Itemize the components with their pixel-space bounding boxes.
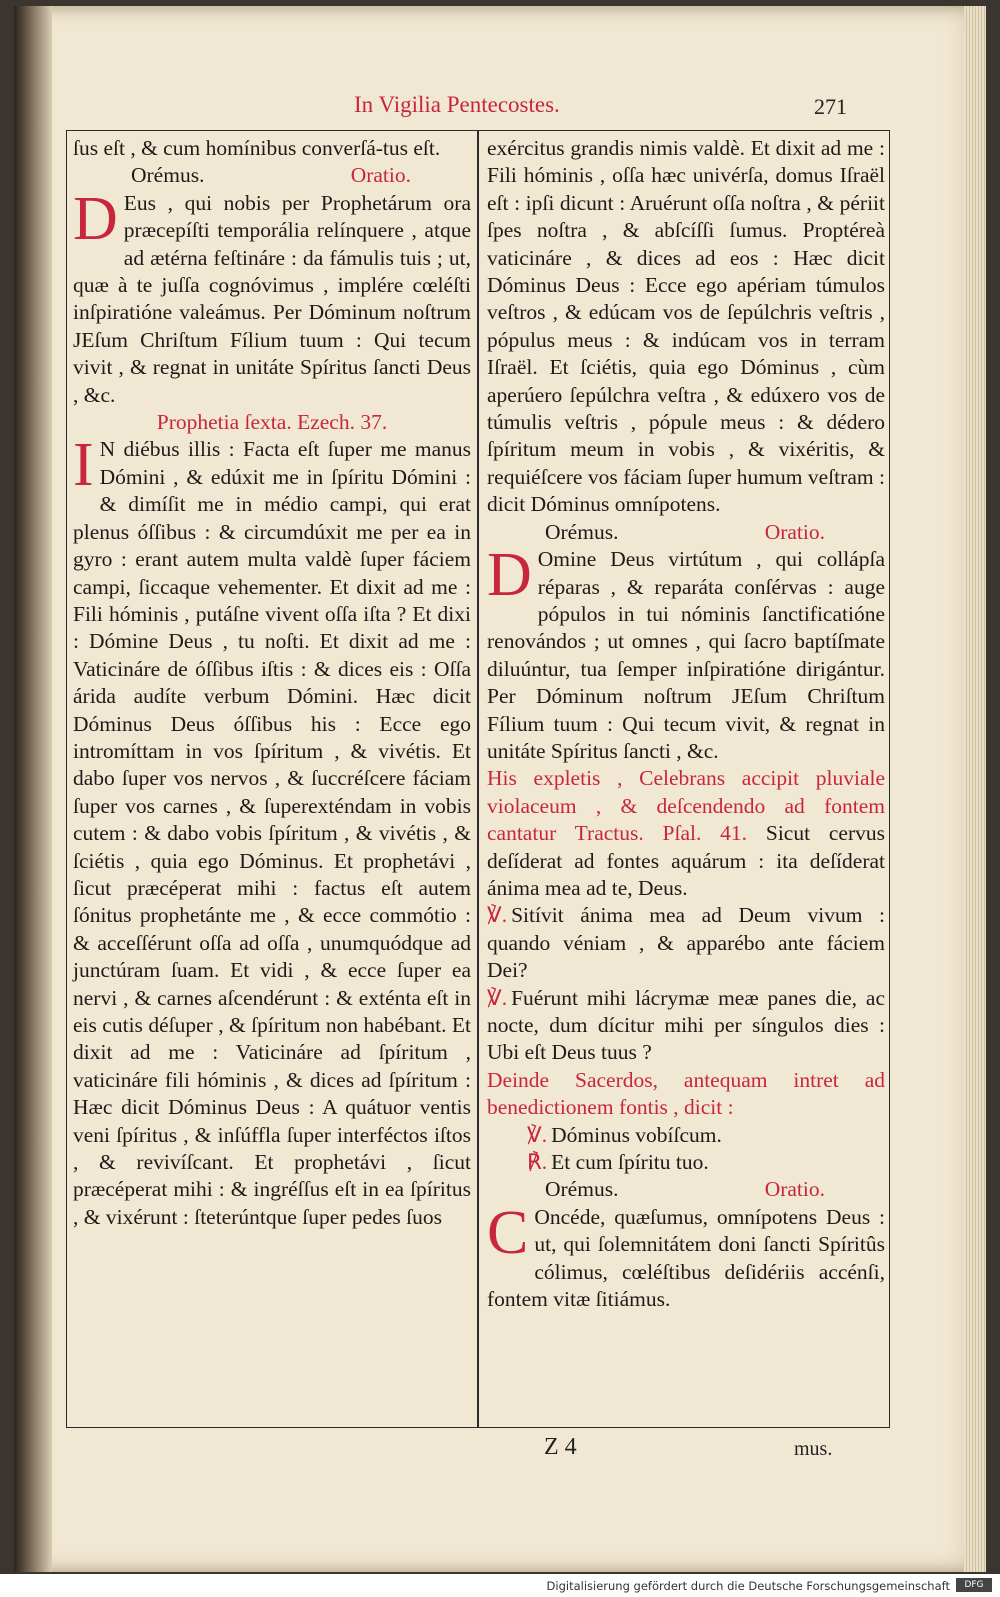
left-continuation: ſus eſt , & cum homínibus converſá-tus eſt. (73, 136, 441, 160)
oremus-line (487, 519, 885, 546)
prophecy-heading: Prophetia ſexta. Ezech. 37. (156, 410, 388, 435)
drop-cap-initial: I (73, 431, 94, 500)
oremus-line (487, 1176, 885, 1203)
oremus-label: Orémus. (545, 1177, 619, 1202)
dfg-logo: DFG (956, 1578, 992, 1592)
prayer-text: Oncéde, quæſumus, omnípotens Deus : ut, qui ſolemnitátem doni ſancti Spíritûs cólimus, cœléſtibus deſidériis accénſi, fontem vitæ ſitiámus. (487, 1204, 885, 1312)
prophecy-paragraph (73, 431, 471, 1231)
oratio-label: Oratio. (764, 1177, 825, 1202)
dialogue-response (487, 1149, 885, 1176)
right-continuation: exércitus grandis nimis valdè. Et dixit ad me : Fili hóminis , oſſa hæc univérſa, domus Iſraël eſt : ipſi dicunt : Aruérunt oſſa noſtra , & périit ſpes noſtra , & abſcíſſi ſumus. Proptéreà vaticináre , & dices ad eos : Hæc dicit Dóminus Deus : Ecce ego apériam túmulos veſtros , & edúcam vos de ſepúlchris veſtris , pópulus meus : & indúcam vos in terram Iſraël. Et ſciétis, quia ego Dóminus , cùm aperúero ſepúlchra veſtra , & edúxero vos de túmulis veſtris , pópule meus : & dédero ſpíritum meum in vobis , & vixéritis, & requiéſcere vos fáciam ſuper humum veſtram : dicit Dóminus omnípotens. (487, 136, 885, 517)
signature-mark: Z 4 (544, 1434, 577, 1460)
credit-text: Digitalisierung gefördert durch die Deutsche Forschungsgemeinschaft (546, 1579, 950, 1593)
prayer-text: Omine Deus virtútum , qui collápſa réparas , & reparáta conſérvas : auge pópulos in tui nóminis ſanctificatióne renovándos ; ut omnes , qui ſacro baptíſmate diluúntur, tua ſemper inſpiratióne dirigántur. Per Dóminum noſtrum JEſum Chriſtum Fílium tuum : Qui tecum vivit, & regnat in unitáte Spíritus ſancti , &c. (487, 547, 885, 763)
versicle-symbol: ℣. (487, 985, 508, 1010)
drop-cap-initial: C (487, 1198, 529, 1267)
prophecy-text: N diébus illis : Facta eſt ſuper me manus Dómini , & edúxit me in ſpíritu Dómini : & dimíſit me in médio campi, qui erat plenus óſſibus : & circumdúxit me per ea in gyro : erant autem multa valdè ſuper fáciem campi, ſiccaque vehementer. Et dixit ad me : Fili hóminis , putáſne vivent oſſa iſta ? Et dixi : Dómine Deus , tu noſti. Et dixit ad me : Vaticináre de óſſibus iſtis : & dices eis : Oſſa árida audíte verbum Dómini. Hæc dicit Dóminus Deus óſſibus his : Ecce ego intromíttam in vos ſpíritum , & vivétis. Et dabo ſuper vos nervos , & ſuccréſcere fáciam ſuper vos carnes , & ſuperexténdam in vobis cutem : & dabo vobis ſpíritum , & vivétis , & ſciétis , quia ego Dóminus. Et prophetávi , ſicut præcéperat mihi : factus eſt autem ſónitus prophetánte me , & ecce commótio : & acceſſérunt oſſa ad oſſa , unumquódque ad junctúram ſuam. Et vidi , & ecce ſuper ea nervi , & carnes aſcendérunt : & exténta eſt in eis cutis déſuper , & ſpíritum non habébant. Et dixit ad me : Vaticináre ad ſpíritum , vaticináre fili hóminis , & dices ad ſpíritum : Hæc dicit Dóminus Deus : A quátuor ventis veni ſpíritus , & inſúffla ſuper interféctos iſtos , & revivíſcant. Et prophetávi , ſicut præcéperat mihi : & ingréſſus eſt in ea ſpíritus , & vixérunt : ſteterúntque ſuper pedes ſuos (73, 437, 471, 1229)
page-footer (14, 1434, 986, 1474)
rubric-tract (487, 765, 885, 902)
left-column (73, 135, 471, 1231)
prayer-paragraph (487, 1198, 885, 1314)
digitization-credit (0, 1574, 1000, 1597)
oratio-label: Oratio. (350, 163, 411, 188)
rubric-text: Deinde Sacerdos, antequam intret ad benedictionem fontis , dicit : (487, 1067, 885, 1120)
right-column (487, 135, 885, 1313)
page-number: 271 (814, 94, 847, 119)
book-gutter (14, 6, 52, 1572)
oremus-label: Orémus. (545, 519, 619, 544)
drop-cap-initial: D (73, 184, 118, 253)
dialogue-versicle (487, 1122, 885, 1149)
prayer-paragraph (487, 541, 885, 765)
response-symbol: ℟. (527, 1150, 548, 1175)
versicle-text: Fuérunt mihi lácrymæ meæ panes die, ac nocte, dum dícitur mihi per síngulos dies : Ubi eſt Deus tuus ? (487, 985, 885, 1065)
column-divider (477, 131, 479, 1427)
versicle (487, 902, 885, 984)
versicle (487, 985, 885, 1067)
tract-text: Sicut cervus deſíderat ad fontes aquárum : ita deſíderat ánima mea ad te, Deus. (487, 821, 885, 900)
book-page (14, 6, 986, 1572)
prayer-paragraph (73, 184, 471, 409)
rubric-text: His expletis , Celebrans accipit pluviale violaceum , & deſcendendo ad fontem cantatur Tractus. Pſal. 41. (487, 766, 885, 846)
text-frame (66, 130, 890, 1428)
oratio-label: Oratio. (764, 519, 825, 544)
dialogue-text: Dóminus vobíſcum. (551, 1122, 722, 1147)
drop-cap-initial: D (487, 541, 532, 610)
running-title: In Vigilia Pentecostes. (354, 92, 560, 117)
running-head (14, 92, 986, 132)
oremus-label: Orémus. (131, 163, 205, 188)
prayer-text: Eus , qui nobis per Prophetárum ora præcepíſti temporália relínquere , atque ad ætérna feſtináre : da fámulis tuis ; ut, quæ à te juſſa cognóvimus , implére cœléſti inſpiratióne valeámus. Per Dóminum noſtrum JEſum Chriſtum Fílium tuum : Qui tecum vivit , & regnat in unitáte Spíritus ſancti Deus , &c. (73, 190, 471, 407)
versicle-symbol: ℣. (527, 1122, 548, 1147)
versicle-text: Sitívit ánima mea ad Deum vivum : quando véniam , & apparébo ante fáciem Dei? (487, 903, 885, 983)
oremus-line (73, 162, 471, 189)
dialogue-text: Et cum ſpíritu tuo. (551, 1150, 709, 1175)
versicle-symbol: ℣. (487, 903, 508, 928)
catchword: mus. (794, 1438, 833, 1460)
page-edges (964, 6, 986, 1572)
